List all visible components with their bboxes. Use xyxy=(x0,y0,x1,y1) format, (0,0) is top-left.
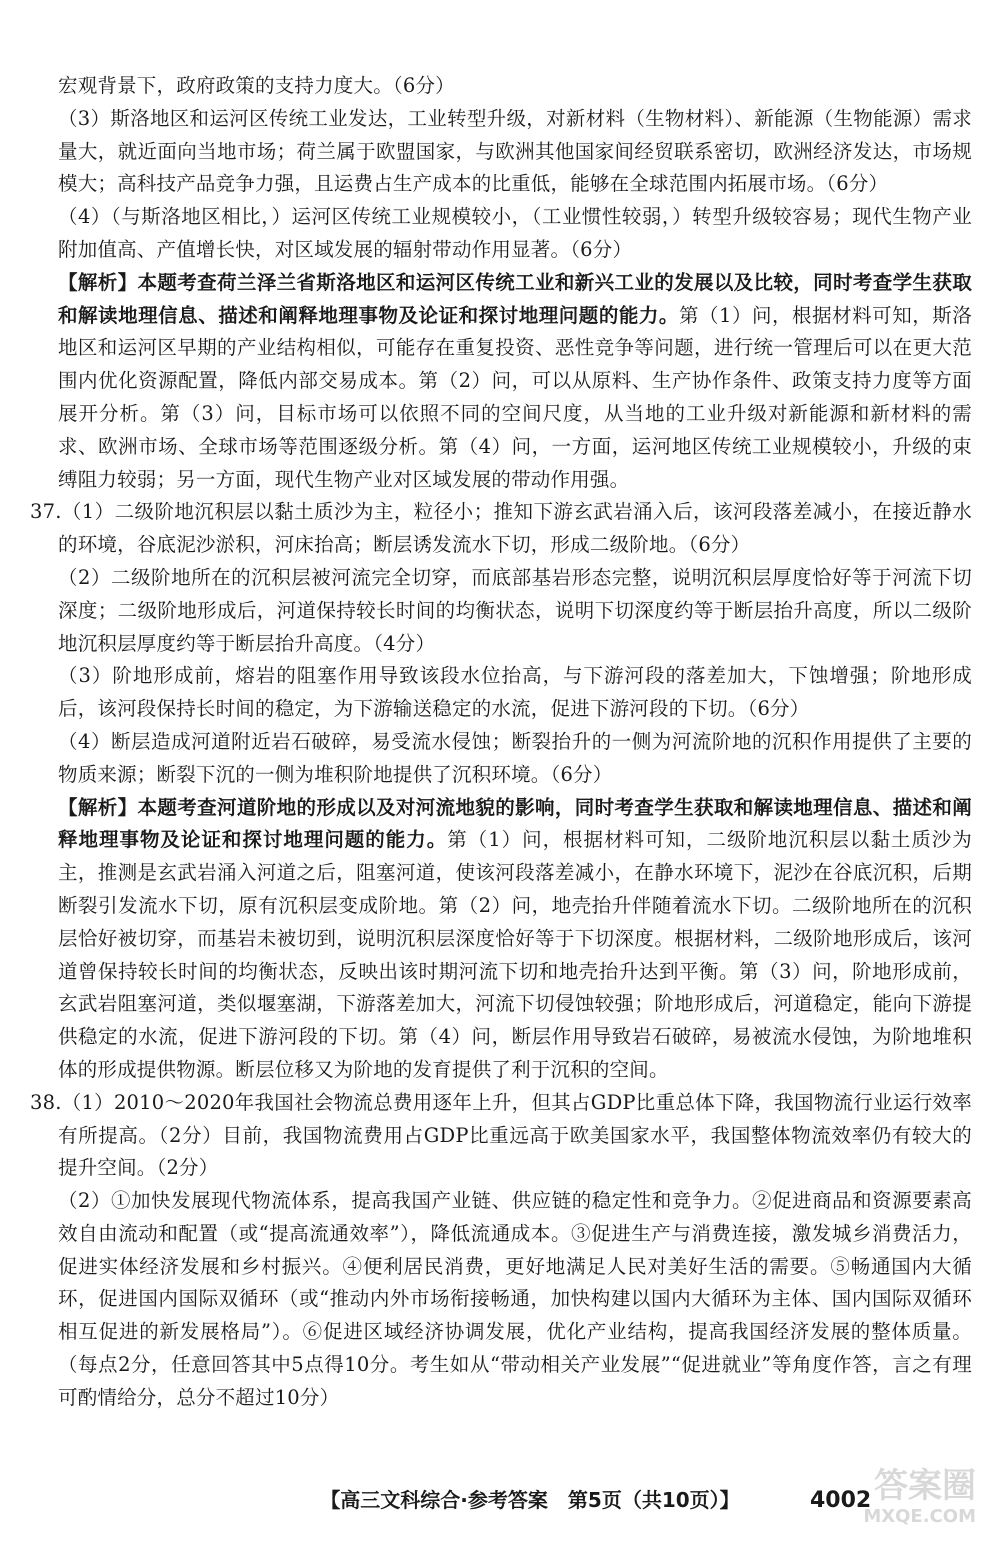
analysis-heading: 【解析】本题考查荷兰泽兰省斯洛地区和运河区传统工业和新兴工业的发展以及比较，同时考查学生获取和解读地理信息、描述和阐释地理事物及论证和探讨地理问题的能力。 xyxy=(58,270,972,327)
watermark-title: 答案圈 xyxy=(874,1466,976,1506)
answer-37-3: （3）阶地形成前，熔岩的阻塞作用导致该段水位抬高，与下游河段的落差加大，下蚀增强；阶地形成后，该河段保持长时间的稳定，为下游输送稳定的水流，促进下游河段的下切。（6分） xyxy=(58,664,972,721)
answer-38-2: （2）①加快发展现代物流体系，提高我国产业链、供应链的稳定性和竞争力。②促进商品和资源要素高效自由流动和配置（或“提高流通效率”），降低流通成本。③促进生产与消费连接，激发城乡消费活力，促进实体经济发展和乡村振兴。④便利居民消费，更好地满足人民对美好生活的需要。⑤畅通国内大循环，促进国内国际双循环（或“推动内外市场衔接畅通，加快构建以国内大循环为主体、国内国际双循环相互促进的新发展格局”）。⑥促进区域经济协调发展，优化产业结构，提高我国经济发展的整体质量。（每点2分，任意回答其中5点得10分。考生如从“带动相关产业发展”“促进就业”等角度作答，言之有理可酌情给分，总分不超过10分） xyxy=(58,1189,972,1409)
paragraph-1: 宏观背景下，政府政策的支持力度大。（6分） xyxy=(58,74,455,97)
answer-38-1: 38.（1）2010～2020年我国社会物流总费用逐年上升，但其占GDP比重总体下降，我国物流行业运行效率有所提高。（2分）目前，我国物流费用占GDP比重远高于欧美国家水平，我国整体物流效率仍有较大的提升空间。（2分） xyxy=(30,1090,972,1180)
analysis-paragraph-37 xyxy=(58,792,972,1087)
answer-37-4: （4）断层造成河道附近岩石破碎，易受流水侵蚀；断裂抬升的一侧为河流阶地的沉积作用提供了主要的物质来源；断裂下沉的一侧为堆积阶地提供了沉积环境。（6分） xyxy=(58,729,972,786)
paragraph-2: （3）斯洛地区和运河区传统工业发达，工业转型升级，对新材料（生物材料）、新能源（生物能源）需求量大，就近面向当地市场；荷兰属于欧盟国家，与欧洲其他国家间经贸联系密切，欧洲经济发达，市场规模大；高科技产品竞争力强，且运费占生产成本的比重低，能够在全球范围内拓展市场。（6分） xyxy=(58,106,972,196)
paragraph-3: （4）（与斯洛地区相比，）运河区传统工业规模较小，（工业惯性较弱，）转型升级较容易；现代生物产业附加值高、产值增长快，对区域发展的辐射带动作用显著。（6分） xyxy=(58,205,972,261)
footer-label: 【高三文科综合·参考答案 第5页（共10页）】 xyxy=(320,1488,740,1512)
analysis-body: 第（1）问，根据材料可知，斯洛地区和运河区早期的产业结构相似，可能存在重复投资、恶性竞争等问题，进行统一管理后可以在更大范围内优化资源配置，降低内部交易成本。第（2）问，可以从原料、生产协作条件、政策支持力度等方面展开分析。第（3）问，目标市场可以依照不同的空间尺度，从当地的工业升级对新能源和新材料的需求、欧洲市场、全球市场等范围逐级分析。第（4）问，一方面，运河地区传统工业规模较小，升级的束缚阻力较弱；另一方面，现代生物产业对区域发展的带动作用强。 xyxy=(58,303,972,491)
analysis-heading: 【解析】本题考查河道阶地的形成以及对河流地貌的影响，同时考查学生获取和解读地理信息、描述和阐释地理事物及论证和探讨地理问题的能力。 xyxy=(58,795,972,852)
watermark-url: MXQE.COM xyxy=(863,1506,976,1527)
answer-37-2: （2）二级阶地所在的沉积层被河流完全切穿，而底部基岩形态完整，说明沉积层厚度恰好等于河流下切深度；二级阶地形成后，河道保持较长时间的均衡状态，说明下切深度约等于断层抬升高度，所以二级阶地沉积层厚度约等于断层抬升高度。（4分） xyxy=(58,565,972,655)
footer-code: 4002 xyxy=(810,1488,872,1513)
answer-37-1: 37.（1）二级阶地沉积层以黏土质沙为主，粒径小；推知下游玄武岩涌入后，该河段落差减小，在接近静水的环境，谷底泥沙淤积，河床抬高；断层诱发流水下切，形成二级阶地。（6分） xyxy=(30,500,972,557)
watermark-logo xyxy=(836,1466,976,1536)
analysis-paragraph-36 xyxy=(58,267,972,497)
analysis-body: 第（1）问，根据材料可知，二级阶地沉积层以黏土质沙为主，推测是玄武岩涌入河道之后，阻塞河道，使该河段落差减小，在静水环境下，泥沙在谷底沉积，后期断裂引发流水下切，原有沉积层变成阶地。第（2）问，地壳抬升伴随着流水下切。二级阶地所在的沉积层恰好被切穿，而基岩未被切到，说明沉积层深度恰好等于下切深度。根据材料，二级阶地形成后，该河道曾保持较长时间的均衡状态，反映出该时期河流下切和地壳抬升达到平衡。第（3）问，阶地形成前，玄武岩阻塞河道，类似堰塞湖，下游落差加大，河流下切侵蚀较强；阶地形成后，河道稳定，能向下游提供稳定的水流，促进下游河段的下切。第（4）问，断层作用导致岩石破碎，易被流水侵蚀，为阶地堆积体的形成提供物源。断层位移又为阶地的发育提供了利于沉积的空间。 xyxy=(58,828,972,1081)
